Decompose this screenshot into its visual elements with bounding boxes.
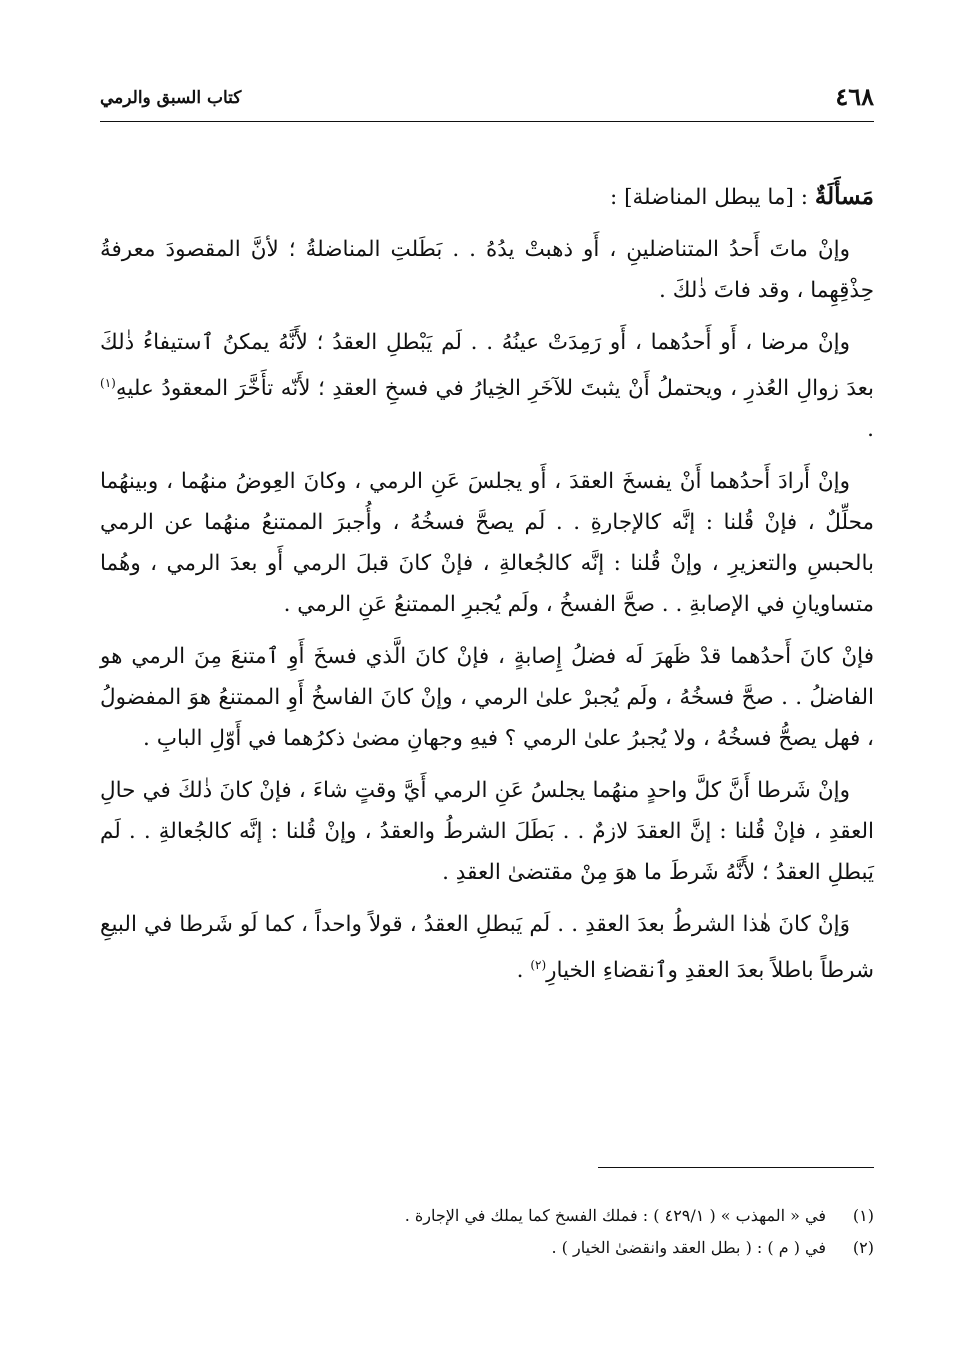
footnote-text: في « المهذب » ( ٤٢٩/١ ) : فملك الفسخ كما يملك في الإجارة . [404,1206,826,1225]
paragraph-2-end: . [867,417,874,443]
page-number: ٤٦٨ [835,82,874,111]
heading-label: مَسأَلَةٌ [814,183,874,210]
paragraph-6-end: . [516,958,531,984]
paragraph-6-text: وَإنْ كانَ هٰذا الشرطُ بعدَ العقدِ . . لَم يَبطلِ العقدُ ، قولاً واحداً ، كما لَو شَرطا في البيعِ شرطاً باطلاً بعدَ العقدِ وٱنقضاءِ الخيارِ [100,912,874,984]
paragraph-2-text: وإنْ مرضا ، أَو أَحدُهما ، أَو رَمِدَتْ عينُهُ . . لَم يَبْطلِ العقدُ ؛ لأَنَّهُ يمكنُ ٱستيفاءُ ذٰلكَ بعدَ زوالِ العُذرِ ، ويحتملُ أَنْ يثبتَ للآخَرِ الخِيارُ في فسخِ العقدِ ؛ لأَنّه تأَخَّرَ المعقودُ عليهِ [100,330,874,402]
footnote-number: (٢) [852,1238,874,1257]
footnote-1 [100,1200,874,1232]
main-text [100,176,874,1002]
footnote-2 [100,1232,874,1264]
book-title: كتاب السبق والرمي [100,88,242,108]
paragraph-2 [100,322,874,450]
paragraph-6 [100,904,874,991]
section-heading [100,176,874,218]
footnotes [100,1200,874,1264]
footnote-text: في ( م ) : ( بطل العقد وانقضىٰ الخيار ) . [551,1238,826,1257]
paragraph-1: وإنْ ماتَ أَحدُ المتناضلينِ ، أَو ذهبتْ يدُهُ . . بَطَلتِ المناضلةُ ؛ لأنَّ المقصودَ معرفةُ حِذْقِهِما ، وقد فاتَ ذٰلكَ . [100,237,874,303]
header-rule [100,121,874,122]
paragraph-5: وإنْ شَرطا أَنَّ كلَّ واحدٍ منهُما يجلسُ عَنِ الرمي أَيَّ وقتٍ شاءَ ، فإنْ كانَ ذٰلكَ في حالِ العقدِ ، فإنْ قُلنا : إنَّ العقدَ لازمٌ . . بَطَلَ الشرطُ والعقدُ ، وإنْ قُلنا : إنَّه كالجُعالةِ . . لَم يَبطلِ العقدُ ؛ لأَنَّهُ شَرطَ ما هوَ مِنْ مقتضىٰ العقدِ . [100,778,874,886]
footnote-ref-2: (٢) [530,958,547,973]
heading-title: : [ما يبطل المناضلة] : [610,185,815,210]
paragraph-3: وإنْ أَرادَ أَحدُهما أَنْ يفسخَ العقدَ ، أَو يجلسَ عَنِ الرمي ، وكانَ العِوضُ منهُما ، وبينهُما محلِّلٌ ، فإنْ قُلنا : إنَّه كالإجارةِ . . لَم يصحَّ فسخُهُ ، وأُجبرَ الممتنعُ منهُما عن الرمي بالحبسِ والتعزيرِ ، وإنْ قُلنا : إنَّه كالجُعالةِ ، فإنْ كانَ قبلَ الرمي أَو بعدَ الرمي ، وهُما متساويانِ في الإصابةِ . . صحَّ الفسخُ ، ولَم يُجبرِ الممتنعُ عَنِ الرمي . [100,469,874,618]
footnote-rule [598,1167,874,1168]
paragraph-4: فإنْ كانَ أَحدُهما قدْ ظَهرَ لَه فضلُ إِصابةٍ ، فإنْ كانَ الَّذي فسخَ أَوِ ٱمتنعَ مِنَ الرمي هو الفاضلُ . . صحَّ فسخُهُ ، ولَم يُجبرْ علىٰ الرمي ، وإنْ كانَ الفاسخُ أَوِ الممتنعُ هوَ المفضولُ ، فهل يصحُّ فسخُهُ ، ولا يُجبرُ علىٰ الرمي ؟ فيهِ وجهانِ مضىٰ ذكرُهما في أَوّلِ البابِ . [100,644,874,752]
footnote-number: (١) [852,1206,874,1225]
running-header [100,78,874,122]
footnote-ref-1: (١) [100,376,116,390]
